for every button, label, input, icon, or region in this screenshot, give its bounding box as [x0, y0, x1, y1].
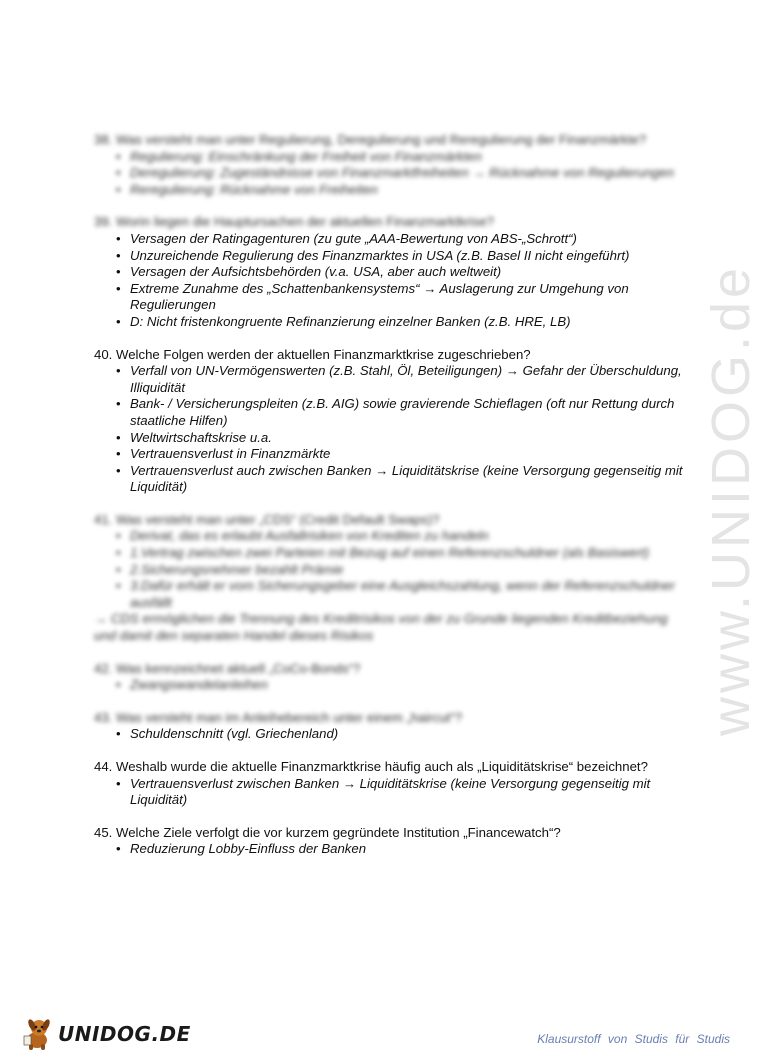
answer-item: • 2.Sicherungsnehmer bezahlt Prämie [116, 562, 684, 579]
question-43 [94, 710, 684, 743]
logo-text: UNIDOG.DE [58, 1022, 191, 1046]
question-title: 42. Was kennzeichnet aktuell „CoCo-Bonds“? [94, 660, 361, 676]
answer-item: • Vertrauensverlust zwischen Banken → Liquiditätskrise (keine Versorgung gegenseitig mit Liquidität) [116, 776, 684, 809]
answer-item: • Vertrauensverlust in Finanzmärkte [116, 446, 684, 463]
question-44 [94, 759, 684, 809]
question-title: 45. Welche Ziele verfolgt die vor kurzem gegründete Institution „Financewatch“? [94, 824, 561, 840]
answer-item: • Unzureichende Regulierung des Finanzmarktes in USA (z.B. Basel II nicht eingeführt) [116, 248, 684, 265]
answer-note: → CDS ermöglichen die Trennung des Kreditrisikos von der zu Grunde liegenden Kreditbeziehung und damit den separaten Handel dieses Risikos [94, 611, 668, 644]
question-40 [94, 347, 684, 496]
answer-item: • Extreme Zunahme des „Schattenbankensystems“ → Auslagerung zur Umgehung von Regulierungen [116, 281, 684, 314]
question-title: 40. Welche Folgen werden der aktuellen Finanzmarktkrise zugeschrieben? [94, 346, 531, 362]
watermark: www.UNIDOG.de [701, 263, 761, 737]
answer-item: • Weltwirtschaftskrise u.a. [116, 430, 684, 447]
answer-list [94, 841, 684, 858]
answer-item: • 1.Vertrag zwischen zwei Parteien mit Bezug auf einen Referenzschuldner (als Basiswert) [116, 545, 684, 562]
answer-item: • Bank- / Versicherungspleiten (z.B. AIG) sowie gravierende Schieflagen (oft nur Rettung durch staatliche Hilfen) [116, 396, 684, 429]
question-title: 38. Was versteht man unter Regulierung, Deregulierung und Reregulierung der Finanzmärkte? [94, 132, 647, 147]
answer-item: • Zwangswandelanleihen [116, 677, 684, 694]
footer-tagline: Klausurstoff von Studis für Studis [537, 1032, 730, 1046]
question-38 [94, 132, 684, 198]
question-title: 39. Worin liegen die Hauptursachen der aktuellen Finanzmarktkrise? [94, 214, 494, 230]
dog-mascot-icon [22, 1016, 56, 1052]
answer-item: • Regulierung: Einschränkung der Freiheit von Finanzmärkten [116, 149, 684, 166]
document-content [94, 132, 684, 874]
question-39 [94, 214, 684, 330]
footer-logo [22, 1014, 191, 1054]
answer-item: • Reduzierung Lobby-Einfluss der Banken [116, 841, 684, 858]
answer-item: • Vertrauensverlust auch zwischen Banken → Liquiditätskrise (keine Versorgung gegenseitig mit Liquidität) [116, 463, 684, 496]
answer-item: • 3.Dafür erhält er vom Sicherungsgeber eine Ausgleichszahlung, wenn der Referenzschuldner ausfällt [116, 578, 684, 611]
answer-item: • D: Nicht fristenkongruente Refinanzierung einzelner Banken (z.B. HRE, LB) [116, 314, 684, 331]
question-45 [94, 825, 684, 858]
question-41 [94, 512, 684, 645]
answer-item: • Versagen der Aufsichtsbehörden (v.a. USA, aber auch weltweit) [116, 264, 684, 281]
answer-item: • Reregulierung: Rücknahme von Freiheiten [116, 182, 684, 199]
answer-list [94, 726, 684, 743]
answer-list [94, 776, 684, 809]
answer-item: • Verfall von UN-Vermögenswerten (z.B. Stahl, Öl, Beteiligungen) → Gefahr der Überschuldung, Illiquidität [116, 363, 684, 396]
answer-item: • Schuldenschnitt (vgl. Griechenland) [116, 726, 684, 743]
question-title: 43. Was versteht man im Anleihebereich unter einem „haircut“? [94, 709, 463, 725]
answer-list [94, 528, 684, 611]
answer-list [94, 231, 684, 331]
answer-item: • Versagen der Ratingagenturen (zu gute „AAA-Bewertung von ABS-„Schrott“) [116, 231, 684, 248]
answer-list [94, 677, 684, 694]
question-42 [94, 661, 684, 694]
answer-list [94, 363, 684, 496]
answer-item: • Deregulierung: Zugeständnisse von Finanzmarktfreiheiten → Rücknahme von Regulierungen [116, 165, 684, 182]
question-title: 41. Was versteht man unter „CDS“ (Credit Default Swaps)? [94, 511, 440, 527]
answer-list [94, 149, 684, 199]
answer-item: • Derivat, das es erlaubt Ausfallrisiken von Krediten zu handeln [116, 528, 684, 545]
question-title: 44. Weshalb wurde die aktuelle Finanzmarktkrise häufig auch als „Liquiditätskrise“ bezeichnet? [94, 759, 648, 774]
